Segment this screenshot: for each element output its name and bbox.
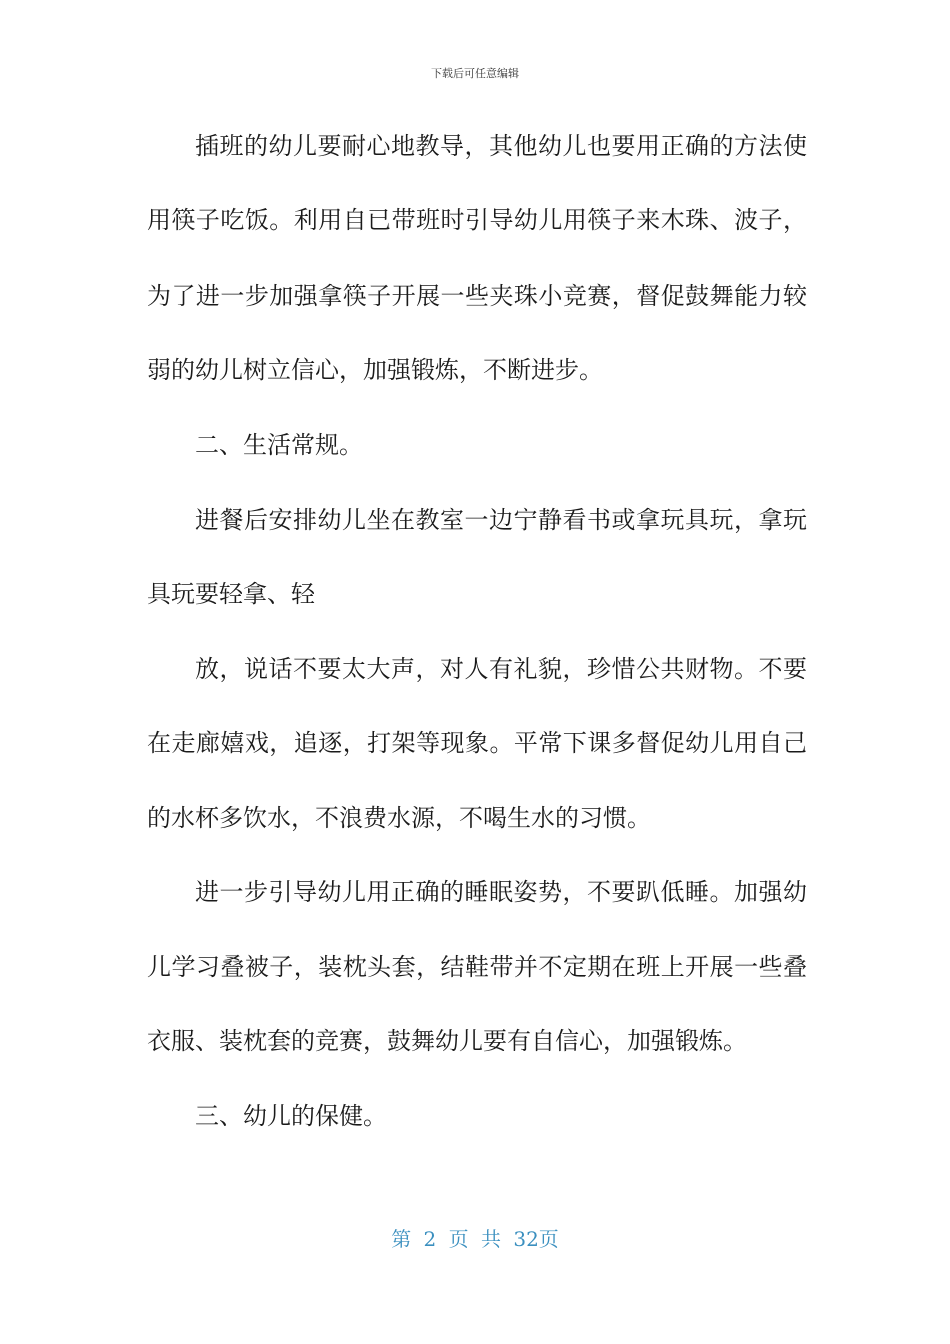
paragraph-line: 衣服、装枕套的竞赛，鼓舞幼儿要有自信心，加强锻炼。 — [147, 1027, 747, 1055]
paragraph-line: 用筷子吃饭。利用自已带班时引导幼儿用筷子来木珠、波子， — [147, 206, 807, 234]
section-heading: 二、生活常规。 — [195, 431, 363, 459]
paragraph-line: 具玩要轻拿、轻 — [147, 580, 315, 608]
page-number-footer: 第 2 页 共 32页 — [391, 1227, 559, 1251]
paragraph-line: 儿学习叠被子，装枕头套，结鞋带并不定期在班上开展一些叠 — [147, 953, 807, 981]
paragraph-line: 放，说话不要太大声，对人有礼貌，珍惜公共财物。不要 — [195, 655, 807, 683]
page-header-note: 下载后可任意编辑 — [431, 67, 519, 80]
paragraph-line: 在走廊嬉戏，追逐，打架等现象。平常下课多督促幼儿用自己 — [147, 729, 807, 757]
paragraph-line: 进一步引导幼儿用正确的睡眠姿势，不要趴低睡。加强幼 — [195, 878, 807, 906]
paragraph-line: 的水杯多饮水，不浪费水源，不喝生水的习惯。 — [147, 804, 651, 832]
paragraph-line: 为了进一步加强拿筷子开展一些夹珠小竞赛，督促鼓舞能力较 — [147, 282, 807, 310]
paragraph-line: 弱的幼儿树立信心，加强锻炼，不断进步。 — [147, 356, 603, 384]
paragraph-line: 插班的幼儿要耐心地教导，其他幼儿也要用正确的方法使 — [195, 132, 807, 160]
paragraph-line: 进餐后安排幼儿坐在教室一边宁静看书或拿玩具玩，拿玩 — [195, 506, 807, 534]
section-heading: 三、幼儿的保健。 — [195, 1102, 387, 1130]
